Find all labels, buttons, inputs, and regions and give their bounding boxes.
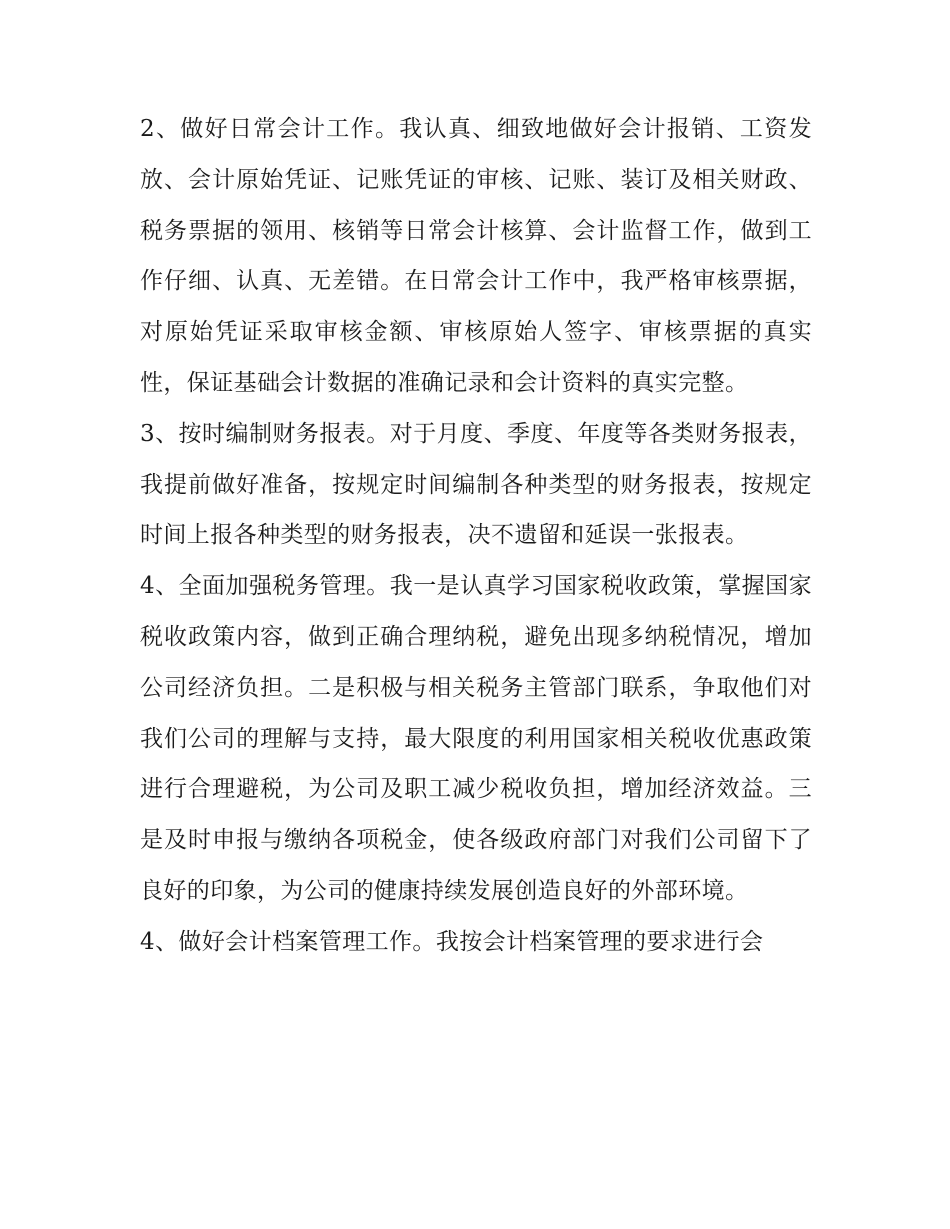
paragraph-archive-management: 4、做好会计档案管理工作。我按会计档案管理的要求进行会 bbox=[140, 928, 764, 955]
paragraph-daily-accounting: 2、做好日常会计工作。我认真、细致地做好会计报销、工资发放、会计原始凭证、记账凭证的审核、记账、装订及相关财政、税务票据的领用、核销等日常会计核算、会计监督工作，做到工作仔细、认真、无差错。在日常会计工作中，我严格审核票据，对原始凭证采取审核金额、审核原始人签字、审核票据的真实性，保证基础会计数据的准确记录和会计资料的真实完整。 bbox=[140, 116, 812, 396]
paragraph-tax-management: 4、全面加强税务管理。我一是认真学习国家税收政策，掌握国家税收政策内容，做到正确合理纳税，避免出现多纳税情况，增加公司经济负担。二是积极与相关税务主管部门联系，争取他们对我们公司的理解与支持，最大限度的利用国家相关税收优惠政策进行合理避税，为公司及职工减少税收负担，增加经济效益。三是及时申报与缴纳各项税金，使各级政府部门对我们公司留下了良好的印象，为公司的健康持续发展创造良好的外部环境。 bbox=[140, 573, 812, 904]
paragraph-financial-statements: 3、按时编制财务报表。对于月度、季度、年度等各类财务报表，我提前做好准备，按规定时间编制各种类型的财务报表，按规定时间上报各种类型的财务报表，决不遗留和延误一张报表。 bbox=[140, 420, 812, 549]
document-body bbox=[140, 104, 812, 968]
